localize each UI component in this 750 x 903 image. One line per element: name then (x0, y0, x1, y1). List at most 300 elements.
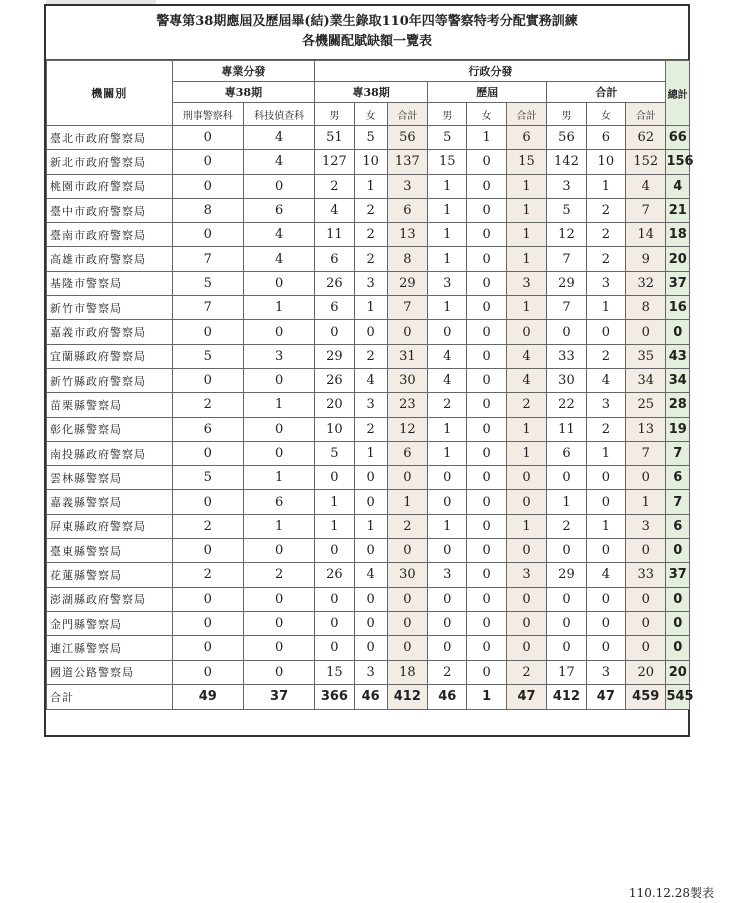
value-cell: 1 (428, 441, 467, 465)
value-cell: 23 (387, 393, 427, 417)
sub-header-cell: 科技偵查科 (243, 103, 314, 126)
value-cell: 1 (428, 296, 467, 320)
agency-header: 機關別 (47, 61, 173, 126)
value-cell: 0 (547, 611, 586, 635)
value-cell: 4 (243, 223, 314, 247)
grand-total-cell: 66 (666, 126, 690, 150)
value-cell: 1 (243, 466, 314, 490)
value-cell: 35 (626, 344, 666, 368)
value-cell: 2 (428, 660, 467, 684)
value-cell: 1 (354, 514, 387, 538)
value-cell: 0 (467, 660, 506, 684)
sub-header-cell: 男 (315, 103, 354, 126)
agency-name: 澎湖縣政府警察局 (47, 587, 173, 611)
sub-header-cell: 女 (354, 103, 387, 126)
value-cell: 0 (547, 539, 586, 563)
agency-name: 苗栗縣警察局 (47, 393, 173, 417)
value-cell: 22 (547, 393, 586, 417)
value-cell: 1 (387, 490, 427, 514)
table-row (47, 611, 690, 635)
value-cell: 0 (243, 611, 314, 635)
value-cell: 0 (172, 126, 243, 150)
value-cell: 4 (428, 344, 467, 368)
grand-total-cell: 4 (666, 174, 690, 198)
value-cell: 6 (387, 198, 427, 222)
grand-total-cell: 21 (666, 198, 690, 222)
value-cell: 56 (387, 126, 427, 150)
table-row (47, 126, 690, 150)
value-cell: 2 (428, 393, 467, 417)
grand-total-cell: 6 (666, 514, 690, 538)
value-cell: 2 (547, 514, 586, 538)
value-cell: 0 (506, 636, 546, 660)
value-cell: 1 (428, 198, 467, 222)
value-cell: 0 (243, 271, 314, 295)
value-cell: 12 (387, 417, 427, 441)
value-cell: 6 (243, 198, 314, 222)
value-cell: 12 (547, 223, 586, 247)
value-cell: 2 (354, 247, 387, 271)
value-cell: 13 (626, 417, 666, 441)
value-cell: 0 (172, 223, 243, 247)
value-cell: 11 (547, 417, 586, 441)
value-cell: 4 (243, 126, 314, 150)
value-cell: 34 (626, 368, 666, 392)
value-cell: 2 (354, 417, 387, 441)
admin-total-header: 合計 (547, 82, 666, 103)
grand-total-header: 總計 (666, 61, 690, 126)
agency-name: 基隆市警察局 (47, 271, 173, 295)
value-cell: 1 (243, 514, 314, 538)
value-cell: 7 (172, 247, 243, 271)
value-cell: 1 (354, 441, 387, 465)
value-cell: 0 (467, 393, 506, 417)
value-cell: 0 (467, 223, 506, 247)
table-row (47, 223, 690, 247)
value-cell: 4 (586, 368, 625, 392)
value-cell: 0 (467, 368, 506, 392)
value-cell: 0 (467, 247, 506, 271)
value-cell: 1 (428, 417, 467, 441)
value-cell: 0 (243, 320, 314, 344)
value-cell: 3 (354, 660, 387, 684)
value-cell: 0 (315, 611, 354, 635)
value-cell: 8 (172, 198, 243, 222)
value-cell: 0 (387, 539, 427, 563)
value-cell: 30 (387, 563, 427, 587)
value-cell: 7 (626, 198, 666, 222)
value-cell: 3 (586, 271, 625, 295)
value-cell: 0 (586, 490, 625, 514)
value-cell: 4 (428, 368, 467, 392)
value-cell: 0 (172, 368, 243, 392)
value-cell: 7 (172, 296, 243, 320)
value-cell: 8 (626, 296, 666, 320)
value-cell: 0 (428, 320, 467, 344)
value-cell: 0 (586, 320, 625, 344)
value-cell: 1 (586, 296, 625, 320)
value-cell: 2 (354, 198, 387, 222)
value-cell: 2 (586, 223, 625, 247)
value-cell: 1 (506, 441, 546, 465)
agency-name: 宜蘭縣政府警察局 (47, 344, 173, 368)
value-cell: 0 (506, 611, 546, 635)
value-cell: 2 (172, 563, 243, 587)
value-cell: 3 (586, 393, 625, 417)
agency-name: 嘉義市政府警察局 (47, 320, 173, 344)
value-cell: 11 (315, 223, 354, 247)
value-cell: 0 (354, 539, 387, 563)
value-cell: 0 (315, 587, 354, 611)
value-cell: 1 (428, 223, 467, 247)
value-cell: 127 (315, 150, 354, 174)
grand-total-cell: 37 (666, 271, 690, 295)
sub-header-cell: 刑事警察科 (172, 103, 243, 126)
sub-header-cell: 女 (467, 103, 506, 126)
value-cell: 0 (506, 587, 546, 611)
value-cell: 3 (428, 563, 467, 587)
value-cell: 1 (506, 417, 546, 441)
agency-name: 臺南市政府警察局 (47, 223, 173, 247)
value-cell: 20 (626, 660, 666, 684)
value-cell: 0 (506, 490, 546, 514)
value-cell: 0 (467, 466, 506, 490)
value-cell: 0 (626, 611, 666, 635)
value-cell: 0 (467, 539, 506, 563)
agency-name: 合計 (47, 684, 173, 709)
value-cell: 0 (506, 466, 546, 490)
grand-total-cell: 7 (666, 441, 690, 465)
value-cell: 1 (243, 393, 314, 417)
value-cell: 0 (172, 150, 243, 174)
grand-total-cell: 16 (666, 296, 690, 320)
value-cell: 1 (506, 223, 546, 247)
value-cell: 2 (354, 223, 387, 247)
value-cell: 0 (243, 174, 314, 198)
value-cell: 2 (315, 174, 354, 198)
value-cell: 2 (586, 198, 625, 222)
value-cell: 0 (428, 611, 467, 635)
value-cell: 0 (467, 320, 506, 344)
value-cell: 4 (586, 563, 625, 587)
admin-class-header: 專38期 (315, 82, 428, 103)
value-cell: 18 (387, 660, 427, 684)
value-cell: 0 (172, 660, 243, 684)
value-cell: 3 (387, 174, 427, 198)
title-line-2: 各機關配賦缺額一覽表 (301, 34, 432, 49)
value-cell: 0 (243, 539, 314, 563)
grand-total-cell: 0 (666, 587, 690, 611)
value-cell: 0 (315, 466, 354, 490)
value-cell: 10 (354, 150, 387, 174)
value-cell: 3 (243, 344, 314, 368)
value-cell: 13 (387, 223, 427, 247)
value-cell: 137 (387, 150, 427, 174)
value-cell: 0 (467, 441, 506, 465)
table-row (47, 660, 690, 684)
value-cell: 3 (626, 514, 666, 538)
value-cell: 9 (626, 247, 666, 271)
value-cell: 2 (172, 514, 243, 538)
agency-name: 國道公路警察局 (47, 660, 173, 684)
grand-total-cell: 7 (666, 490, 690, 514)
value-cell: 366 (315, 684, 354, 709)
value-cell: 3 (506, 271, 546, 295)
table-row (47, 271, 690, 295)
value-cell: 49 (172, 684, 243, 709)
value-cell: 10 (315, 417, 354, 441)
value-cell: 1 (428, 174, 467, 198)
value-cell: 0 (428, 490, 467, 514)
agency-name: 嘉義縣警察局 (47, 490, 173, 514)
table-row (47, 174, 690, 198)
value-cell: 0 (172, 611, 243, 635)
administrative-header: 行政分發 (315, 61, 666, 82)
value-cell: 5 (547, 198, 586, 222)
value-cell: 0 (387, 466, 427, 490)
value-cell: 1 (586, 441, 625, 465)
value-cell: 4 (506, 368, 546, 392)
value-cell: 0 (172, 539, 243, 563)
value-cell: 0 (243, 417, 314, 441)
value-cell: 0 (243, 368, 314, 392)
value-cell: 0 (467, 296, 506, 320)
value-cell: 0 (172, 174, 243, 198)
value-cell: 0 (586, 611, 625, 635)
value-cell: 2 (586, 247, 625, 271)
value-cell: 0 (243, 441, 314, 465)
value-cell: 7 (626, 441, 666, 465)
value-cell: 0 (387, 636, 427, 660)
value-cell: 0 (243, 636, 314, 660)
prof-class-header: 專38期 (172, 82, 315, 103)
value-cell: 0 (547, 320, 586, 344)
table-row (47, 539, 690, 563)
value-cell: 4 (354, 563, 387, 587)
value-cell: 17 (547, 660, 586, 684)
sub-header-cell: 男 (428, 103, 467, 126)
grand-total-cell: 34 (666, 368, 690, 392)
value-cell: 152 (626, 150, 666, 174)
value-cell: 0 (428, 539, 467, 563)
value-cell: 0 (626, 466, 666, 490)
value-cell: 1 (243, 296, 314, 320)
value-cell: 0 (354, 490, 387, 514)
value-cell: 2 (586, 417, 625, 441)
value-cell: 0 (354, 587, 387, 611)
grand-total-cell: 28 (666, 393, 690, 417)
agency-name: 新竹市警察局 (47, 296, 173, 320)
value-cell: 29 (387, 271, 427, 295)
value-cell: 2 (172, 393, 243, 417)
grand-total-cell: 6 (666, 466, 690, 490)
value-cell: 0 (315, 320, 354, 344)
value-cell: 15 (315, 660, 354, 684)
value-cell: 0 (467, 611, 506, 635)
admin-prev-header: 歷屆 (428, 82, 547, 103)
value-cell: 6 (547, 441, 586, 465)
value-cell: 4 (315, 198, 354, 222)
table-body (47, 126, 694, 710)
table-row (47, 296, 690, 320)
footnote-date: 110.12.28製表 (628, 886, 714, 900)
value-cell: 0 (506, 539, 546, 563)
value-cell: 0 (626, 636, 666, 660)
value-cell: 1 (506, 514, 546, 538)
value-cell: 0 (586, 636, 625, 660)
totals-row (47, 684, 690, 709)
value-cell: 7 (547, 247, 586, 271)
value-cell: 2 (243, 563, 314, 587)
value-cell: 33 (626, 563, 666, 587)
value-cell: 20 (315, 393, 354, 417)
value-cell: 0 (467, 490, 506, 514)
agency-name: 彰化縣警察局 (47, 417, 173, 441)
value-cell: 0 (586, 466, 625, 490)
value-cell: 0 (467, 174, 506, 198)
value-cell: 142 (547, 150, 586, 174)
grand-total-cell: 20 (666, 247, 690, 271)
value-cell: 6 (315, 247, 354, 271)
value-cell: 0 (315, 636, 354, 660)
value-cell: 30 (387, 368, 427, 392)
value-cell: 6 (315, 296, 354, 320)
value-cell: 0 (315, 539, 354, 563)
grand-total-cell: 43 (666, 344, 690, 368)
value-cell: 10 (586, 150, 625, 174)
value-cell: 0 (467, 563, 506, 587)
allocation-table (46, 60, 694, 710)
table-row (47, 150, 690, 174)
table-row (47, 393, 690, 417)
value-cell: 0 (172, 320, 243, 344)
value-cell: 15 (428, 150, 467, 174)
value-cell: 1 (467, 684, 506, 709)
grand-total-cell: 19 (666, 417, 690, 441)
value-cell: 3 (506, 563, 546, 587)
value-cell: 2 (354, 344, 387, 368)
value-cell: 2 (506, 393, 546, 417)
value-cell: 29 (315, 344, 354, 368)
grand-total-cell: 0 (666, 539, 690, 563)
value-cell: 6 (586, 126, 625, 150)
value-cell: 0 (467, 587, 506, 611)
value-cell: 5 (172, 466, 243, 490)
grand-total-cell: 0 (666, 636, 690, 660)
value-cell: 1 (354, 174, 387, 198)
agency-name: 新竹縣政府警察局 (47, 368, 173, 392)
value-cell: 0 (626, 320, 666, 344)
value-cell: 0 (354, 611, 387, 635)
value-cell: 5 (172, 271, 243, 295)
sub-header-cell: 合計 (506, 103, 546, 126)
value-cell: 47 (586, 684, 625, 709)
value-cell: 26 (315, 563, 354, 587)
value-cell: 1 (428, 247, 467, 271)
value-cell: 6 (387, 441, 427, 465)
value-cell: 1 (506, 296, 546, 320)
value-cell: 6 (243, 490, 314, 514)
value-cell: 1 (506, 198, 546, 222)
value-cell: 51 (315, 126, 354, 150)
value-cell: 1 (428, 514, 467, 538)
value-cell: 0 (586, 539, 625, 563)
value-cell: 0 (428, 587, 467, 611)
agency-name: 連江縣警察局 (47, 636, 173, 660)
grand-total-cell: 20 (666, 660, 690, 684)
value-cell: 37 (243, 684, 314, 709)
value-cell: 0 (467, 417, 506, 441)
value-cell: 1 (506, 247, 546, 271)
value-cell: 1 (586, 514, 625, 538)
value-cell: 56 (547, 126, 586, 150)
agency-name: 花蓮縣警察局 (47, 563, 173, 587)
professional-header: 專業分發 (172, 61, 315, 82)
value-cell: 0 (387, 587, 427, 611)
agency-name: 高雄市政府警察局 (47, 247, 173, 271)
value-cell: 29 (547, 271, 586, 295)
agency-name: 桃園市政府警察局 (47, 174, 173, 198)
value-cell: 4 (506, 344, 546, 368)
value-cell: 0 (626, 539, 666, 563)
value-cell: 0 (506, 320, 546, 344)
value-cell: 6 (172, 417, 243, 441)
value-cell: 1 (467, 126, 506, 150)
value-cell: 0 (243, 660, 314, 684)
value-cell: 3 (428, 271, 467, 295)
value-cell: 0 (467, 150, 506, 174)
value-cell: 0 (467, 198, 506, 222)
value-cell: 0 (626, 587, 666, 611)
value-cell: 412 (387, 684, 427, 709)
grand-total-cell: 545 (666, 684, 690, 709)
value-cell: 0 (243, 587, 314, 611)
sub-header-cell: 合計 (626, 103, 666, 126)
sub-header-cell: 男 (547, 103, 586, 126)
document-title (46, 6, 688, 60)
value-cell: 0 (172, 636, 243, 660)
value-cell: 1 (506, 174, 546, 198)
title-line-1: 警專第38期應屆及歷屆畢(結)業生錄取110年四等警察特考分配實務訓練 (156, 14, 578, 29)
value-cell: 6 (506, 126, 546, 150)
table-row (47, 344, 690, 368)
value-cell: 0 (428, 466, 467, 490)
value-cell: 5 (315, 441, 354, 465)
agency-name: 臺北市政府警察局 (47, 126, 173, 150)
value-cell: 0 (547, 636, 586, 660)
document-sheet (44, 4, 694, 737)
value-cell: 2 (387, 514, 427, 538)
agency-name: 屏東縣政府警察局 (47, 514, 173, 538)
value-cell: 0 (172, 490, 243, 514)
table-row (47, 514, 690, 538)
value-cell: 0 (387, 611, 427, 635)
value-cell: 25 (626, 393, 666, 417)
agency-name: 南投縣政府警察局 (47, 441, 173, 465)
table-row (47, 490, 690, 514)
grand-total-cell: 37 (666, 563, 690, 587)
grand-total-cell: 0 (666, 611, 690, 635)
value-cell: 459 (626, 684, 666, 709)
value-cell: 26 (315, 368, 354, 392)
value-cell: 33 (547, 344, 586, 368)
value-cell: 0 (547, 466, 586, 490)
value-cell: 0 (467, 344, 506, 368)
value-cell: 412 (547, 684, 586, 709)
table-row (47, 636, 690, 660)
sub-header-cell: 女 (586, 103, 625, 126)
value-cell: 5 (172, 344, 243, 368)
